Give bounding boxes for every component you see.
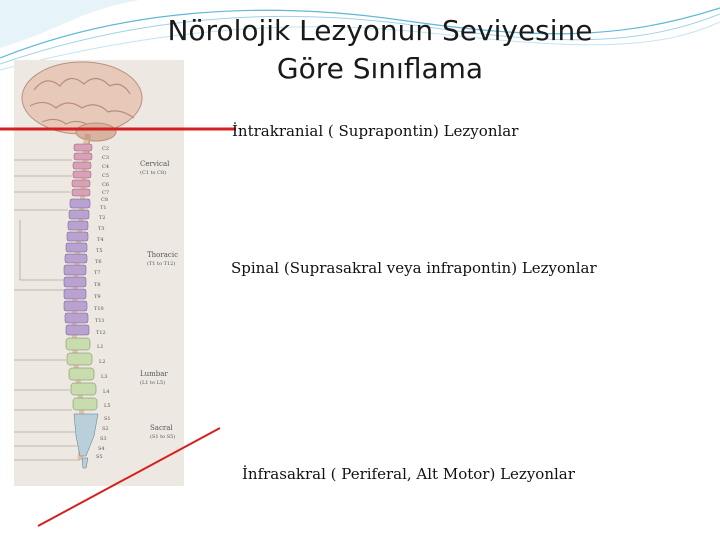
vertebra-label: S1: [104, 416, 111, 422]
infrasacral-level-line: [38, 428, 220, 526]
vertebra-label: S4: [98, 446, 105, 452]
vertebra-label: C2: [102, 146, 110, 152]
vertebra-label: S2: [102, 426, 109, 432]
region-label-thoracic: Thoracic: [147, 251, 178, 259]
vertebra-label: C5: [102, 173, 110, 179]
vertebra-label: L2: [99, 359, 106, 365]
region-range-thoracic: (T1 to T12): [147, 261, 176, 267]
region-label-sacral: Sacral: [150, 424, 173, 432]
region-range-cervical: (C1 to C8): [140, 170, 167, 176]
vertebra-label: L1: [97, 344, 104, 350]
vertebra-label: C4: [102, 164, 110, 170]
vertebra-label: T4: [97, 237, 104, 243]
vertebra-label: T1: [100, 205, 107, 211]
vertebra-label: L5: [104, 403, 111, 409]
vertebra-label: S5: [96, 454, 103, 460]
title-line-1: Nörolojik Lezyonun Seviyesine: [167, 14, 593, 47]
label-infrasacral: İnfrasakral ( Periferal, Alt Motor) Lezyonlar: [242, 465, 575, 483]
region-label-lumbar: Lumbar: [140, 370, 168, 378]
vertebra-label: S3: [100, 436, 107, 442]
vertebra-label: T5: [96, 248, 103, 254]
vertebra-label: T10: [94, 306, 104, 312]
vertebra-label: T9: [94, 294, 101, 300]
vertebra-label: C8: [101, 197, 109, 203]
label-spinal: Spinal (Suprasakral veya infrapontin) Lezyonlar: [231, 259, 597, 277]
label-intracranial: İntrakranial ( Suprapontin) Lezyonlar: [232, 122, 519, 140]
region-range-sacral: (S1 to S5): [150, 434, 176, 440]
vertebra-label: T8: [94, 282, 101, 288]
vertebra-label: T11: [95, 318, 105, 324]
vertebra-label: C6: [102, 182, 110, 188]
vertebra-label: T6: [95, 259, 102, 265]
vertebra-label: T3: [98, 226, 105, 232]
vertebra-label: L3: [101, 374, 108, 380]
region-label-cervical: Cervical: [140, 160, 170, 168]
region-range-lumbar: (L1 to L5): [140, 380, 166, 386]
vertebra-label: T12: [96, 330, 106, 336]
vertebra-label: L4: [103, 389, 110, 395]
title-line-2: Göre Sınıflama: [276, 52, 484, 85]
vertebra-label: C7: [102, 190, 110, 196]
vertebra-label: C3: [102, 155, 110, 161]
vertebra-label: T2: [99, 215, 106, 221]
vertebra-label: T7: [94, 270, 101, 276]
